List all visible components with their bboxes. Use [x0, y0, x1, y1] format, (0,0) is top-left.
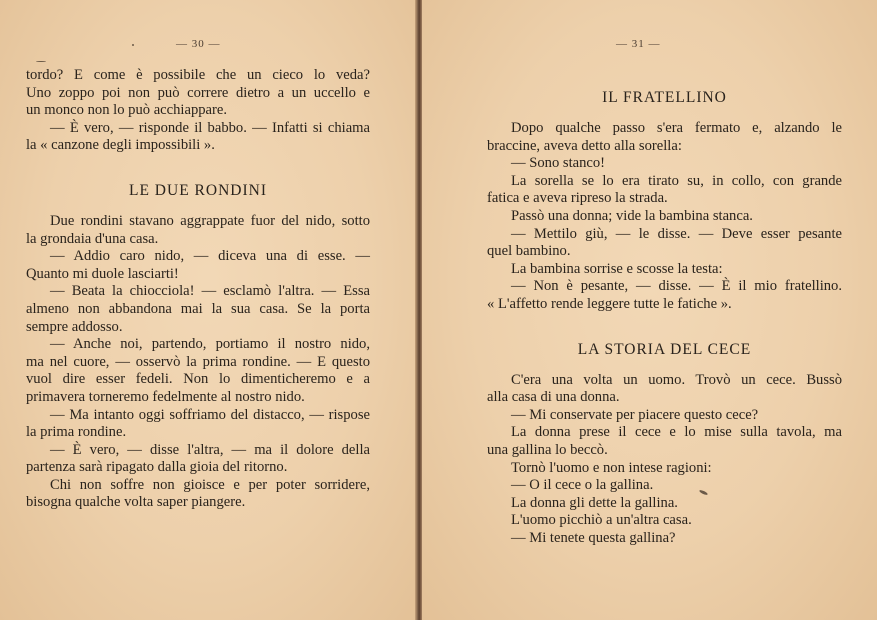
text-line: La donna gli dette la gallina.: [511, 494, 678, 511]
text-line: La donna prese il cece e lo mise sulla tavola, ma: [511, 424, 842, 441]
text-line: alla casa di una donna.: [487, 389, 620, 406]
text-line: — È vero, — disse l'altra, — ma il dolore della: [50, 441, 370, 458]
section-title-il-fratellino: IL FRATELLINO: [602, 89, 727, 106]
section-title-la-storia-del-cece: LA STORIA DEL CECE: [577, 340, 752, 358]
text-line: — Sono stanco!: [511, 155, 606, 172]
paper-speck: [132, 44, 134, 46]
cece-paragraphs: [487, 372, 842, 548]
text-line: La bambina sorrise e scosse la testa:: [511, 260, 723, 277]
text-line: — Mi tenete questa gallina?: [511, 529, 676, 546]
text-line: un monco non lo può acchiappare.: [26, 102, 228, 119]
text-line: quel bambino.: [487, 243, 571, 260]
fratellino-paragraphs: [487, 120, 842, 314]
text-line: Passò una donna; vide la bambina stanca.: [511, 207, 753, 224]
text-line: Dopo qualche passo s'era fermato e, alzando le: [511, 120, 842, 136]
text-line: Chi non soffre non gioisce e per poter sorridere,: [50, 476, 370, 493]
text-line: Due rondini stavano aggrappate fuor del nido, sotto: [50, 212, 370, 229]
text-line: — O il cece o la gallina.: [511, 477, 654, 494]
section-title-le-due-rondini: LE DUE RONDINI: [129, 181, 267, 199]
text-line: — Mettilo giù, — le disse. — Deve esser pesante: [511, 225, 842, 242]
left-page-text: [26, 67, 370, 512]
text-line: ma nel cuore, — osservò la prima rondine. — E questo: [26, 353, 370, 370]
text-line: fatica e aveva ripreso la strada.: [487, 190, 668, 207]
left-section-paragraphs: [26, 213, 370, 512]
text-line: C'era una volta un uomo. Trovò un cece. Bussò: [511, 371, 842, 388]
right-page-text: [487, 88, 842, 547]
text-line: bisogna qualche volta saper piangere.: [26, 494, 246, 511]
text-line: La sorella se lo era tirato su, in collo, con grande: [511, 172, 842, 189]
text-line: « L'affetto rende leggere tutte le fatiche ».: [487, 295, 732, 312]
text-line: braccine, aveva detto alla sorella:: [487, 137, 682, 154]
text-line: — Mi conservate per piacere questo cece?: [511, 406, 759, 423]
text-line: la « canzone degli impossibili ».: [26, 137, 215, 154]
text-line: la grondaia d'una casa.: [26, 230, 159, 247]
text-line: sempre addosso.: [26, 318, 123, 335]
right-page: [422, 0, 877, 620]
text-line: — Anche noi, partendo, portiamo il nostro nido,: [50, 336, 370, 353]
text-line: Quanto mi duole lasciarti!: [26, 265, 179, 282]
text-line: tordo? E come è possibile che un cieco lo veda?: [26, 67, 370, 83]
text-line: — Ma intanto oggi soffriamo del distacco, — rispose: [50, 406, 370, 423]
text-line: — È vero, — risponde il babbo. — Infatti si chiama: [50, 119, 370, 136]
text-line: — Non è pesante, — disse. — È il mio fratellino.: [511, 278, 842, 295]
left-top-paragraphs: [26, 67, 370, 155]
page-number-left: — 30 —: [176, 38, 221, 50]
left-page: [0, 0, 417, 620]
text-line: primavera torneremo fedelmente al nostro nido.: [26, 388, 305, 405]
text-line: la prima rondine.: [26, 424, 127, 441]
text-line: vuol dire esser fedeli. Non lo dimenticheremo e a: [26, 371, 370, 388]
paper-speck: [36, 61, 46, 62]
text-line: una gallina lo beccò.: [487, 441, 608, 458]
text-line: — Beata la chiocciola! — esclamò l'altra. — Essa: [50, 283, 370, 300]
page-number-right: — 31 —: [616, 38, 661, 50]
text-line: — Addio caro nido, — diceva una di esse. —: [50, 248, 370, 265]
text-line: almeno non abbandona mai la sua casa. Se la porta: [26, 300, 370, 317]
text-line: Tornò l'uomo e non intese ragioni:: [511, 459, 712, 476]
text-line: Uno zoppo poi non può correre dietro a un uccello e: [26, 84, 370, 101]
text-line: L'uomo picchiò a un'altra casa.: [511, 512, 692, 529]
text-line: partenza sarà ripagato dalla gioia del ritorno.: [26, 459, 288, 476]
